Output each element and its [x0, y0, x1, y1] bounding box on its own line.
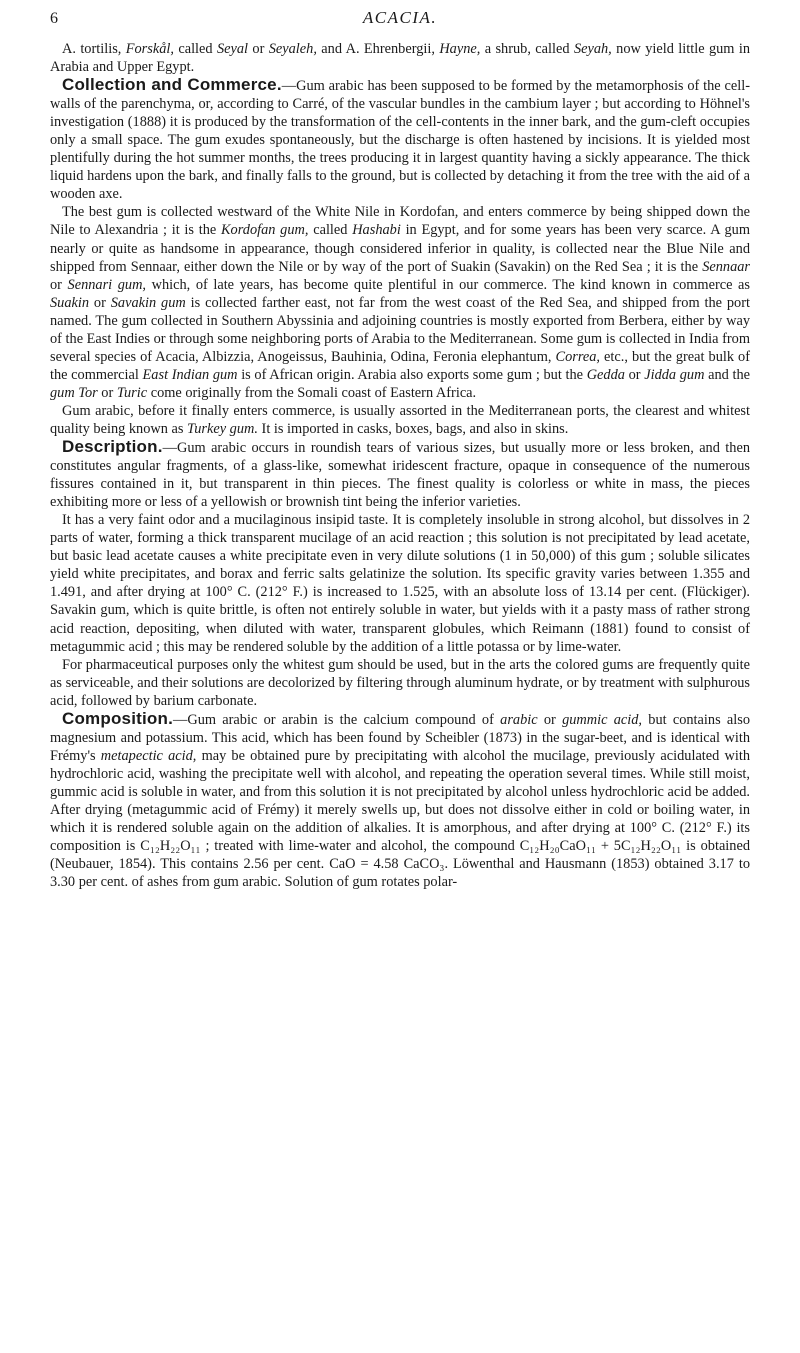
italic-run: Correa, [555, 348, 600, 365]
text-run: —Gum arabic or arabin is the calcium compound of [173, 711, 501, 728]
italic-run: Jidda gum [644, 366, 705, 383]
text-run: The best gum is collected westward of the White Nile in Kordofan, and enters commerce by being shipped down the Nile to Alexandria ; it is the [50, 204, 750, 239]
text-run: may be obtained pure by precipitating with alcohol the mucilage, previously acidulated with hydrochloric acid, washing the precipitate well with alcohol, and repeating the operation several times. While still moist, gummic acid is soluble in water, and from this solution it is not precipitated by alcohol unless hydrochloric acid be added. After drying (metagummic acid of Frémy) it merely swells up, but does not dissolve either in cold or boiling water, in which it is rendered soluble again on the addition of alkalies. It is amorphous, and after drying at 100° C. (212° F.) its composition is [50, 747, 751, 855]
text-run: —Gum arabic has been supposed to be formed by the metamorphosis of the cell-walls of the parenchyma, or, according to Carré, of the vascular bundles in the cambium layer ; but according to Höhnel's investigation (1888) it is produced by the transformation of the cell-contents in the inner bark, and the gum-cleft occupies only a small space. The gum exudes spontaneously, but the discharge is often hastened by incisions. It is yielded most plentifully during the hot summer months, the trees producing it in largest quantity having a sickly appearance. The thick liquid hardens upon the bark, and finally falls to the ground, but is collected by detaching it from the tree with the aid of a wooden axe. [50, 78, 750, 203]
italic-run: Sennari gum, [67, 276, 147, 293]
text-run: and A. Ehrenbergii, [316, 41, 440, 57]
text-run: which, of late years, has become quite plentiful in our commerce. The kind known in commerce as [146, 276, 750, 293]
italic-run: Seyaleh, [268, 41, 317, 57]
italic-run: Turkey gum. [187, 420, 258, 437]
text-run: and the [704, 366, 751, 383]
page-number: 6 [50, 10, 58, 27]
chemical-formula: CaCO₃ [403, 856, 445, 873]
text-run: It has a very faint odor and a mucilaginous insipid taste. It is completely insoluble in strong alcohol, but dissolves in 2 parts of water, forming a thick transparent mucilage of an acid reaction ; this solution is not precipitated by lead acetate, but basic lead acetate causes a white precipitate even in very dilute solutions (1 in 50,000) of this gum ; soluble silicates yield white precipitates, and borax and ferric salts gelatinize the solution. Its specific gravity varies between 1.355 and 1.491, and after drying at 100° C. (212° F.) is increased to 1.525, with an absolute loss of 13.14 per cent. (Flückiger). Savakin gum, which is quite brittle, is often not entirely soluble in water, but yields with it a pasty mass of rather strong acid reaction, depositing, when diluted with water, transparent globules, which Reimann (1881) found to consist of metagummic acid ; this may be rendered soluble by the addition of a little potassa or by lime-water. [50, 512, 750, 655]
italic-run: Forskål, [125, 41, 174, 57]
italic-run: Savakin gum [110, 294, 186, 311]
text-run: or [89, 294, 111, 311]
text-run: is of African origin. Arabia also exports some gum ; but the [237, 366, 587, 383]
chemical-formula: C₁₂H₂₂O₁₁ [140, 838, 201, 855]
paragraph-sources [50, 203, 750, 402]
italic-run: Turic [116, 384, 148, 401]
paragraph-properties [50, 511, 750, 655]
italic-run: Suakin [50, 294, 90, 311]
text-run: or [50, 276, 68, 293]
paragraph-composition [50, 710, 750, 891]
chemical-formula: C₁₂H₂₀CaO₁₁ + 5C₁₂H₂₂O₁₁ [519, 838, 682, 855]
text-run: or [248, 41, 269, 57]
italic-run: Kordofan gum, [220, 222, 309, 239]
italic-run: Seyal [216, 41, 249, 57]
text-run: It is imported in casks, boxes, bags, and also in skins. [257, 420, 569, 437]
text-run: called [173, 41, 217, 57]
section-heading-description: Description. [62, 437, 163, 457]
italic-run: Gedda [586, 366, 625, 383]
italic-run: Hayne, [439, 41, 481, 57]
paragraph-description [50, 438, 750, 511]
article-body [50, 40, 750, 891]
italic-run: Hashabi [352, 222, 401, 239]
text-run: a shrub, called [480, 41, 574, 57]
section-heading-collection: Collection and Commerce. [62, 75, 282, 95]
text-run: is obtained (Neubauer, 1854). This contains 2.56 per cent. CaO = 4.58 [50, 838, 751, 873]
text-run: ; treated with lime-water and alcohol, the compound [200, 838, 520, 855]
section-heading-composition: Composition. [62, 708, 173, 728]
italic-run: gum Tor [50, 384, 98, 401]
text-run: or [97, 384, 117, 401]
text-run: Gum arabic, before it finally enters commerce, is usually assorted in the Mediterranean ports, the clearest and whitest quality being known as [50, 402, 750, 437]
text-run: in Egypt, and for some years has been very scarce. A gum nearly or quite as handsome in appearance, though considered inferior in quality, is collected near the Blue Nile and shipped from Sennaar, either down the Nile or by way of the port of Suakin (Savakin) on the Red Sea ; it is the [50, 222, 751, 275]
text-run: or [624, 366, 645, 383]
text-run: A. tortilis, [62, 41, 126, 57]
italic-run: Seyah, [573, 41, 612, 57]
text-run: now yield little gum in Arabia and Upper Egypt. [50, 41, 750, 76]
italic-run: East Indian gum [142, 366, 238, 383]
paragraph-collection [50, 76, 750, 203]
italic-run: Sennaar [702, 258, 750, 275]
text-run: called [308, 222, 353, 239]
text-run: For pharmaceutical purposes only the whitest gum should be used, but in the arts the colored gums are frequently quite as serviceable, and their solutions are decolorized by filtering through aluminum hydrate, or by treatment with sulphurous acid, followed by barium carbonate. [50, 656, 750, 709]
paragraph-assortment [50, 402, 750, 438]
text-run: or [537, 711, 563, 728]
text-run: come originally from the Somali coast of Eastern Africa. [147, 384, 477, 401]
text-run: but contains also magnesium and potassium. This acid, which has been found by Scheibler (1873) in the sugar-beet, and is identical with Frémy's [50, 711, 751, 764]
running-title: ACACIA. [362, 8, 438, 27]
paragraph-pharmaceutical [50, 656, 750, 710]
page-header [50, 6, 750, 40]
text-run: is collected farther east, not far from the west coast of the Red Sea, and shipped from the port named. The gum collected in Southern Abyssinia and adjoining countries is mostly exported from Berbera, either by way of the East Indies or through some neighboring ports of Arabia to the Mediterranean. Some gum is collected in India from several species of Acacia, Albizzia, Anogeissus, Bauhinia, Odina, Feronia elephantum, [50, 294, 750, 365]
italic-run: arabic [500, 711, 538, 728]
paragraph-species [50, 40, 750, 76]
italic-run: gummic acid, [562, 711, 643, 728]
text-run: . Löwenthal and Hausmann (1853) obtained 3.17 to 3.30 per cent. of ashes from gum arabic. Solution of gum rotates polar- [50, 856, 750, 891]
italic-run: metapectic acid, [100, 747, 197, 764]
text-run: —Gum arabic occurs in roundish tears of various sizes, but usually more or less broken, and then constitutes angular fragments, of a glass-like, somewhat iridescent fracture, opaque in consequence of the numerous fissures contained in it, but transparent in thin pieces. The finest quality is colorless or white in mass, the pieces exhibiting more or less of a yellowish or brownish tint being the inferior varieties. [50, 440, 750, 511]
text-run: etc., but the great bulk of the commercial [50, 348, 751, 383]
